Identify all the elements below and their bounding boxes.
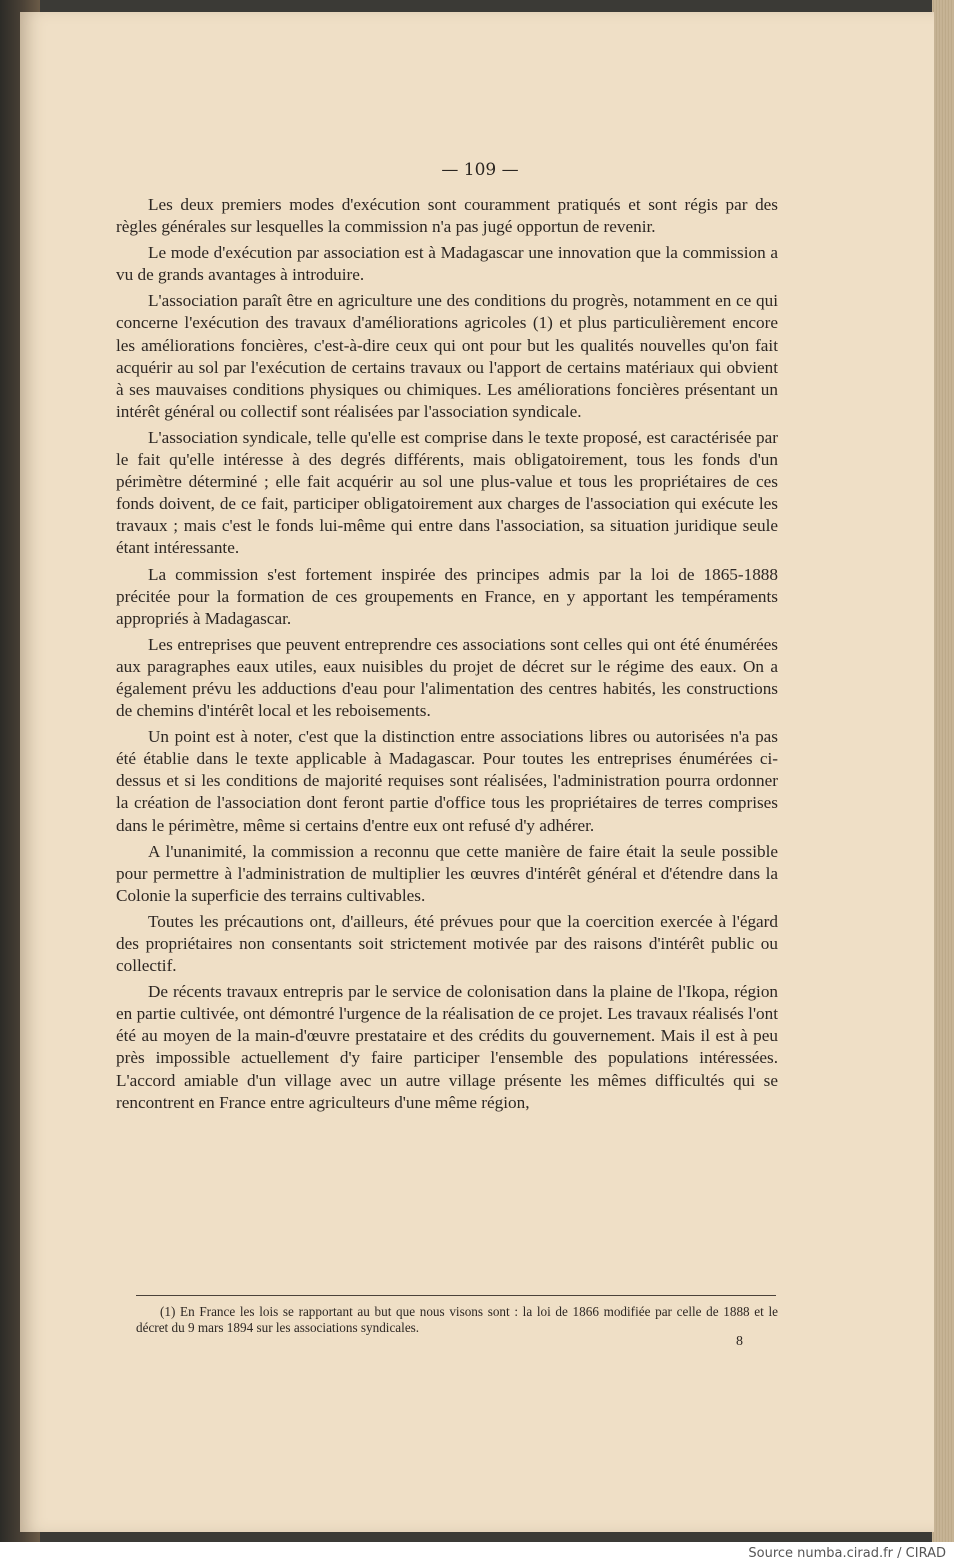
paragraph-4: L'association syndicale, telle qu'elle est comprise dans le texte proposé, est caractérisée par le fait qu'elle intéresse à des degrés différents, mais obligatoirement, tous les fonds d'un périmètre déterminé ; elle fait acquérir au sol une plus-value et tous les propriétaires de ces fonds doivent, de ce fait, participer obligatoirement aux charges de l'association qui exécute les travaux ; mais c'est le fonds lui-même qui entre dans l'association, sa situation juridique seule étant intéressante. <box>116 427 778 558</box>
paragraph-6: Les entreprises que peuvent entreprendre ces associations sont celles qui ont été énumérées aux paragraphes eaux utiles, eaux nuisibles du projet de décret sur le régime des eaux. On a également prévu les adductions d'eau pour l'alimentation des centres habités, les constructions de chemins d'intérêt local et les reboisements. <box>116 634 778 721</box>
paragraph-9: Toutes les précautions ont, d'ailleurs, été prévues pour que la coercition exercée à l'égard des propriétaires non consentants soit strictement motivée par des raisons d'intérêt public ou collectif. <box>116 911 778 976</box>
paragraph-3: L'association paraît être en agriculture une des conditions du progrès, notamment en ce qui concerne l'exécution des travaux d'améliorations agricoles (1) et plus particulièrement encore les améliorations foncières, c'est-à-dire ceux qui ont pour but les qualités nouvelles qu'on fait acquérir au sol par l'exécution de certains travaux ou l'apport de certains matériaux qui obvient à ses mauvaises conditions physiques ou chimiques. Les améliorations foncières présentant un intérêt général ou collectif sont réalisées par l'association syndicale. <box>116 291 778 421</box>
book-page <box>20 12 934 1532</box>
source-credit: Source numba.cirad.fr / CIRAD <box>748 1546 946 1561</box>
paragraph-1: Les deux premiers modes d'exécution sont couramment pratiqués et sont régis par des règles générales sur lesquelles la commission n'a pas jugé opportun de revenir. <box>116 195 778 237</box>
body-text <box>116 194 778 1118</box>
signature-mark: 8 <box>736 1334 743 1349</box>
paragraph-8: A l'unanimité, la commission a reconnu que cette manière de faire était la seule possible pour permettre à l'administration de multiplier les œuvres d'intérêt général et d'étendre dans la Colonie la superficie des terrains cultivables. <box>116 841 778 905</box>
footnote: (1) En France les lois se rapportant au but que nous visons sont : la loi de 1866 modifiée par celle de 1888 et le décret du 9 mars 1894 sur les associations syndicales. <box>136 1304 778 1335</box>
paragraph-2: Le mode d'exécution par association est à Madagascar une innovation que la commission a vu de grands avantages à introduire. <box>116 243 778 285</box>
paragraph-7: Un point est à noter, c'est que la distinction entre associations libres ou autorisées n'a pas été établie dans le texte applicable à Madagascar. Pour toutes les entreprises énumérées ci-dessus et si les conditions de majorité requises sont réalisées, l'administration pourra ordonner la création de l'association dont feront partie d'office tous les propriétaires de terres comprises dans le périmètre, même si certains d'entre eux ont refusé d'y adhérer. <box>116 727 778 835</box>
paragraph-5: La commission s'est fortement inspirée des principes admis par la loi de 1865-1888 précitée pour la formation de ces groupements en France, en y apportant les tempéraments appropriés à Madagascar. <box>116 564 778 628</box>
paragraph-10: De récents travaux entrepris par le service de colonisation dans la plaine de l'Ikopa, région en partie cultivée, ont démontré l'urgence de la réalisation de ce projet. Les travaux réalisés l'ont été au moyen de la main-d'œuvre prestataire et des crédits du gouvernement. Mais il est à peu près impossible actuellement d'y faire participer l'ensemble des populations intéressées. L'accord amiable d'un village avec un autre village présente les mêmes difficultés qui se rencontrent en France entre agriculteurs d'une même région, <box>116 982 778 1112</box>
footnote-divider <box>136 1295 776 1296</box>
page-stack-edge <box>932 0 954 1542</box>
page-number: — 109 — <box>441 160 519 180</box>
